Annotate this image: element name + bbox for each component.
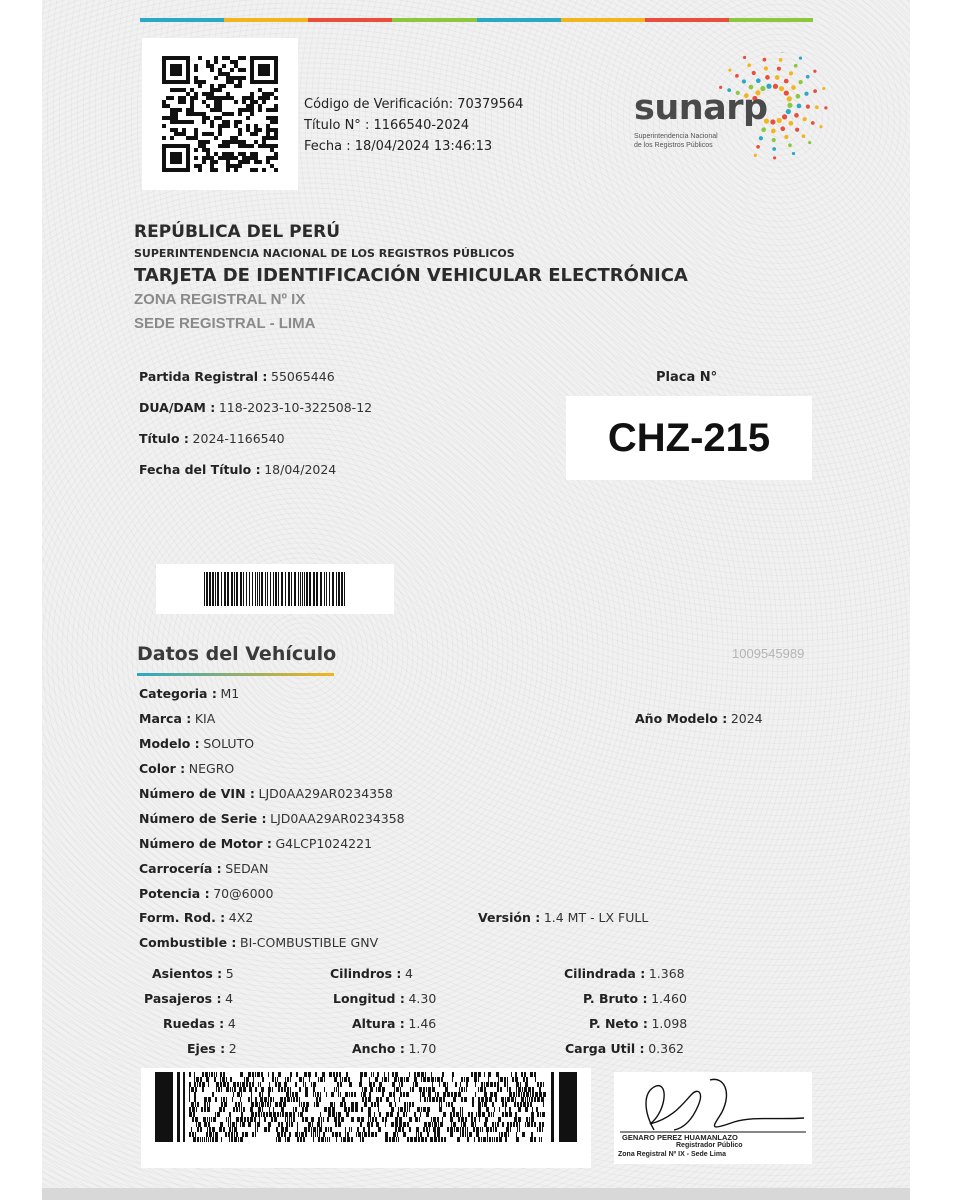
carroceria-value: SEDAN bbox=[225, 861, 269, 876]
pasajeros-value: 4 bbox=[225, 991, 234, 1006]
pdf417-barcode-icon bbox=[155, 1072, 577, 1142]
barcode-small bbox=[156, 564, 394, 614]
modelo-label: Modelo : bbox=[139, 736, 200, 751]
anio-row bbox=[635, 711, 763, 726]
altura-label: Altura : bbox=[352, 1016, 405, 1031]
carroceria-label: Carrocería : bbox=[139, 861, 222, 876]
logo-subtitle-line-2: de los Registros Públicos bbox=[634, 142, 713, 149]
header-tarjeta: TARJETA DE IDENTIFICACIÓN VEHICULAR ELECTRÓNICA bbox=[134, 265, 688, 286]
logo-subtitle-line-1: Superintendencia Nacional bbox=[634, 133, 718, 140]
pbruto-row bbox=[583, 991, 687, 1006]
marca-label: Marca : bbox=[139, 711, 192, 726]
fecha-titulo-row bbox=[139, 462, 336, 477]
verification-block bbox=[304, 94, 523, 157]
categoria-value: M1 bbox=[220, 686, 240, 701]
asientos-row bbox=[152, 966, 234, 981]
ejes-label: Ejes : bbox=[187, 1041, 226, 1056]
cilindrada-value: 1.368 bbox=[648, 966, 685, 981]
formrod-label: Form. Rod. : bbox=[139, 910, 226, 925]
asientos-label: Asientos : bbox=[152, 966, 223, 981]
stripe-segment bbox=[224, 18, 308, 22]
datos-title: Datos del Vehículo bbox=[137, 643, 337, 665]
stripe-segment bbox=[477, 18, 561, 22]
header-republica: REPÚBLICA DEL PERÚ bbox=[134, 222, 341, 242]
longitud-value: 4.30 bbox=[408, 991, 437, 1006]
pbruto-value: 1.460 bbox=[651, 991, 687, 1006]
version-row bbox=[478, 910, 648, 925]
pneto-label: P. Neto : bbox=[589, 1016, 648, 1031]
placa-label: Placa N° bbox=[656, 370, 718, 385]
partida-value: 55065446 bbox=[271, 369, 335, 384]
anio-label: Año Modelo : bbox=[635, 711, 728, 726]
qr-code bbox=[142, 38, 298, 190]
signer-zone: Zona Registral Nº IX - Sede Lima bbox=[618, 1151, 726, 1158]
ejes-value: 2 bbox=[228, 1041, 237, 1056]
motor-label: Número de Motor : bbox=[139, 836, 272, 851]
formrod-value: 4X2 bbox=[228, 910, 254, 925]
ancho-label: Ancho : bbox=[352, 1041, 405, 1056]
bottom-edge bbox=[42, 1188, 910, 1200]
ruedas-value: 4 bbox=[227, 1016, 236, 1031]
signer-name: GENARO PEREZ HUAMANLAZO bbox=[622, 1133, 738, 1142]
stripe-segment bbox=[140, 18, 224, 22]
document-code: 1009545989 bbox=[732, 646, 805, 661]
potencia-label: Potencia : bbox=[139, 886, 210, 901]
serie-row bbox=[139, 811, 405, 826]
version-label: Versión : bbox=[478, 910, 541, 925]
ruedas-row bbox=[163, 1016, 236, 1031]
carga-label: Carga Util : bbox=[565, 1041, 645, 1056]
categoria-label: Categoria : bbox=[139, 686, 217, 701]
pasajeros-label: Pasajeros : bbox=[144, 991, 222, 1006]
modelo-value: SOLUTO bbox=[203, 736, 255, 751]
stripe-segment bbox=[392, 18, 476, 22]
signature-icon bbox=[614, 1072, 812, 1134]
color-stripe bbox=[140, 18, 813, 22]
cilindros-value: 4 bbox=[405, 966, 413, 981]
motor-row bbox=[139, 836, 372, 851]
stripe-segment bbox=[729, 18, 813, 22]
header-sede: SEDE REGISTRAL - LIMA bbox=[134, 315, 316, 332]
header-zona: ZONA REGISTRAL Nº IX bbox=[134, 291, 306, 308]
combustible-value: BI-COMBUSTIBLE GNV bbox=[240, 935, 379, 950]
stripe-segment bbox=[308, 18, 392, 22]
signer-role: Registrador Público bbox=[676, 1142, 743, 1149]
version-value: 1.4 MT - LX FULL bbox=[543, 910, 649, 925]
logo-word: sunarp bbox=[634, 88, 768, 128]
dua-value: 118-2023-10-322508-12 bbox=[218, 400, 373, 415]
formrod-row bbox=[139, 910, 253, 925]
placa-box bbox=[566, 396, 812, 480]
vin-value: LJD0AA29AR0234358 bbox=[258, 786, 394, 801]
anio-value: 2024 bbox=[730, 711, 763, 726]
placa-value: CHZ-215 bbox=[607, 415, 771, 460]
ruedas-label: Ruedas : bbox=[163, 1016, 225, 1031]
stripe-segment bbox=[645, 18, 729, 22]
pasajeros-row bbox=[144, 991, 233, 1006]
fecha-titulo-value: 18/04/2024 bbox=[264, 462, 337, 477]
longitud-label: Longitud : bbox=[333, 991, 405, 1006]
cilindros-label: Cilindros : bbox=[330, 966, 402, 981]
barcode-icon bbox=[204, 572, 348, 606]
serie-label: Número de Serie : bbox=[139, 811, 267, 826]
sunarp-logo bbox=[632, 52, 832, 162]
verification-code: Código de Verificación: 70379564 bbox=[304, 97, 524, 112]
cilindros-row bbox=[330, 966, 413, 981]
marca-row bbox=[139, 711, 215, 726]
categoria-row bbox=[139, 686, 239, 701]
verification-date: Fecha : 18/04/2024 13:46:13 bbox=[304, 139, 493, 154]
ancho-row bbox=[352, 1041, 436, 1056]
partida-row bbox=[139, 369, 335, 384]
vin-row bbox=[139, 786, 393, 801]
motor-value: G4LCP1024221 bbox=[275, 836, 373, 851]
ejes-row bbox=[187, 1041, 237, 1056]
header-superintendencia: SUPERINTENDENCIA NACIONAL DE LOS REGISTROS PÚBLICOS bbox=[134, 247, 515, 260]
ancho-value: 1.70 bbox=[408, 1041, 437, 1056]
cilindrada-label: Cilindrada : bbox=[564, 966, 646, 981]
vin-label: Número de VIN : bbox=[139, 786, 255, 801]
cilindrada-row bbox=[564, 966, 685, 981]
marca-value: KIA bbox=[194, 711, 216, 726]
stripe-segment bbox=[561, 18, 645, 22]
serie-value: LJD0AA29AR0234358 bbox=[270, 811, 405, 826]
longitud-row bbox=[333, 991, 436, 1006]
carga-value: 0.362 bbox=[648, 1041, 684, 1056]
altura-row bbox=[352, 1016, 436, 1031]
qr-code-icon bbox=[162, 56, 278, 172]
pneto-row bbox=[589, 1016, 687, 1031]
partida-label: Partida Registral : bbox=[139, 369, 268, 384]
dua-label: DUA/DAM : bbox=[139, 400, 216, 415]
pbruto-label: P. Bruto : bbox=[583, 991, 648, 1006]
datos-underline bbox=[137, 673, 334, 676]
fecha-titulo-label: Fecha del Título : bbox=[139, 462, 261, 477]
verification-title: Título N° : 1166540-2024 bbox=[304, 118, 470, 133]
color-value: NEGRO bbox=[188, 761, 235, 776]
titulo-value: 2024-1166540 bbox=[192, 431, 285, 446]
carroceria-row bbox=[139, 861, 268, 876]
altura-value: 1.46 bbox=[408, 1016, 437, 1031]
combustible-row bbox=[139, 935, 378, 950]
titulo-label: Título : bbox=[139, 431, 189, 446]
dua-row bbox=[139, 400, 372, 415]
logo-subtitle bbox=[634, 132, 764, 150]
potencia-row bbox=[139, 886, 273, 901]
carga-row bbox=[565, 1041, 684, 1056]
color-label: Color : bbox=[139, 761, 186, 776]
asientos-value: 5 bbox=[225, 966, 234, 981]
barcode-pdf417 bbox=[141, 1068, 591, 1168]
titulo-row bbox=[139, 431, 285, 446]
modelo-row bbox=[139, 736, 254, 751]
pneto-value: 1.098 bbox=[651, 1016, 688, 1031]
signature-block bbox=[614, 1072, 812, 1164]
combustible-label: Combustible : bbox=[139, 935, 237, 950]
color-row bbox=[139, 761, 234, 776]
potencia-value: 70@6000 bbox=[213, 886, 274, 901]
